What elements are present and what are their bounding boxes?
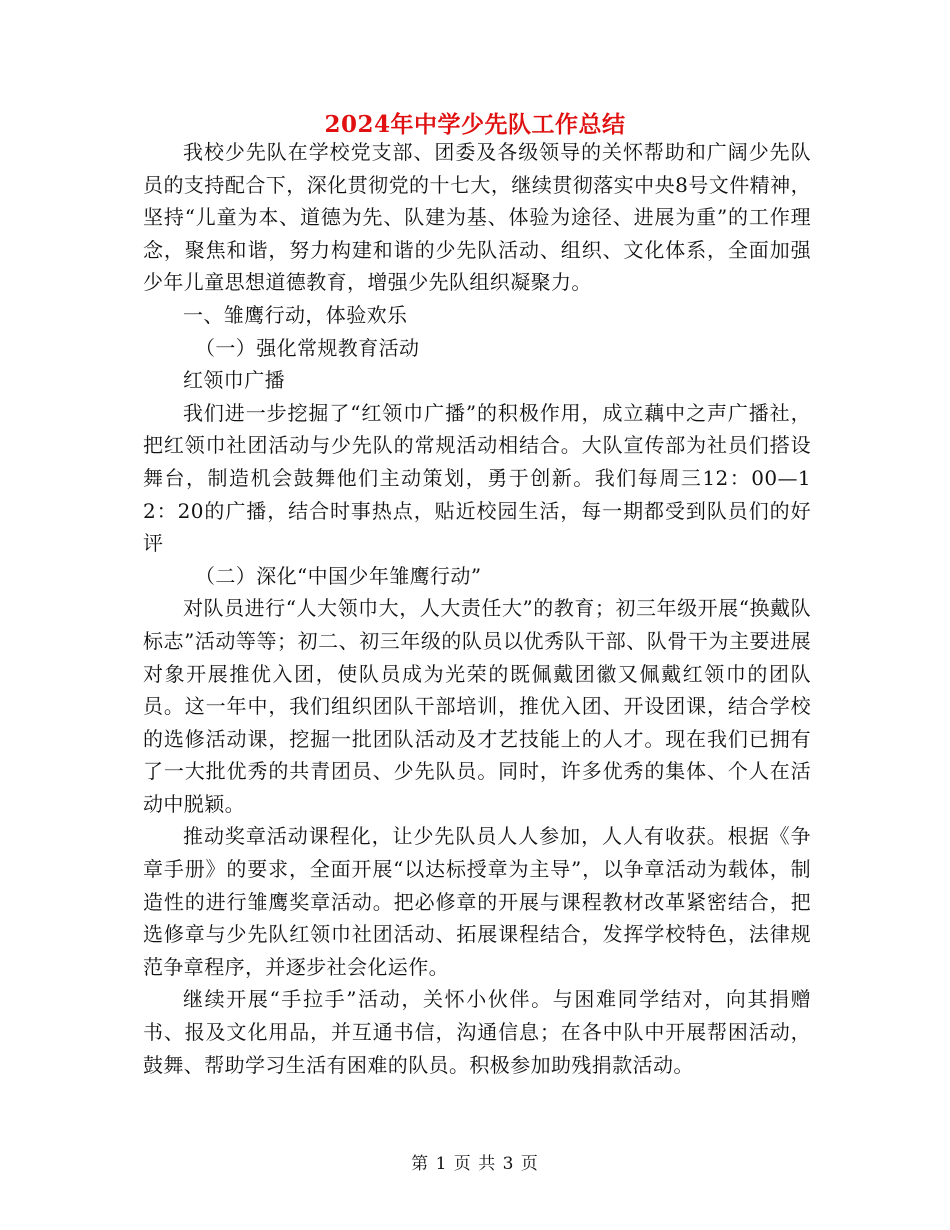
heading-subsection-1: （一）强化常规教育活动 [195, 335, 420, 360]
paragraph-hand-in-hand: 继续开展“手拉手”活动，关怀小伙伴。与困难同学结对，向其捐赠书、报及文化用品，并互通书信，沟通信息；在各中队中开展帮困活动，鼓舞、帮助学习生活有困难的队员。积极参加助残捐款活动。 [143, 987, 811, 1077]
page-number-footer: 第 1 页 共 3 页 [411, 1154, 539, 1174]
heading-subsection-2: （二）深化“中国少年雏鹰行动” [195, 563, 482, 588]
document-body [143, 136, 811, 1081]
paragraph-medal-activity: 推动奖章活动课程化，让少先队员人人参加，人人有收获。根据《争章手册》的要求，全面开展“以达标授章为主导”，以争章活动为载体，制造性的进行雏鹰奖章活动。把必修章的开展与课程教材改革紧密结合，把选修章与少先队红领巾社团活动、拓展课程结合，发挥学校特色，法律规范争章程序，并逐步社会化运作。 [143, 824, 811, 979]
document-title: 2024年中学少先队工作总结 [324, 111, 626, 138]
paragraph-intro: 我校少先队在学校党支部、团委及各级领导的关怀帮助和广阔少先队员的支持配合下，深化贯彻党的十七大，继续贯彻落实中央8号文件精神，坚持“儿童为本、道德为先、队建为基、体验为途径、进展为重”的工作理念，聚焦和谐，努力构建和谐的少先队活动、组织、文化体系，全面加强少年儿童思想道德教育，增强少先队组织凝聚力。 [143, 140, 811, 295]
paragraph-broadcast: 我们进一步挖掘了“红领巾广播”的积极作用，成立藕中之声广播社，把红领巾社团活动与少先队的常规活动相结合。大队宣传部为社员们搭设舞台，制造机会鼓舞他们主动策划，勇于创新。我们每周三12：00—12：20的广播，结合时事热点，贴近校园生活，每一期都受到队员们的好评 [143, 400, 811, 556]
heading-topic-broadcast: 红领巾广播 [183, 368, 285, 393]
heading-section-1: 一、雏鹰行动，体验欢乐 [183, 302, 408, 327]
paragraph-education: 对队员进行“人大领巾大，人大责任大”的教育；初三年级开展“换戴队标志”活动等等；初二、初三年级的队员以优秀队干部、队骨干为主要进展对象开展推优入团，使队员成为光荣的既佩戴团徽又佩戴红领巾的团队员。这一年中，我们组织团队干部培训，推优入团、开设团课，结合学校的选修活动课，挖掘一批团队活动及才艺技能上的人才。现在我们已拥有了一大批优秀的共青团员、少先队员。同时，许多优秀的集体、个人在活动中脱颖。 [143, 596, 811, 816]
